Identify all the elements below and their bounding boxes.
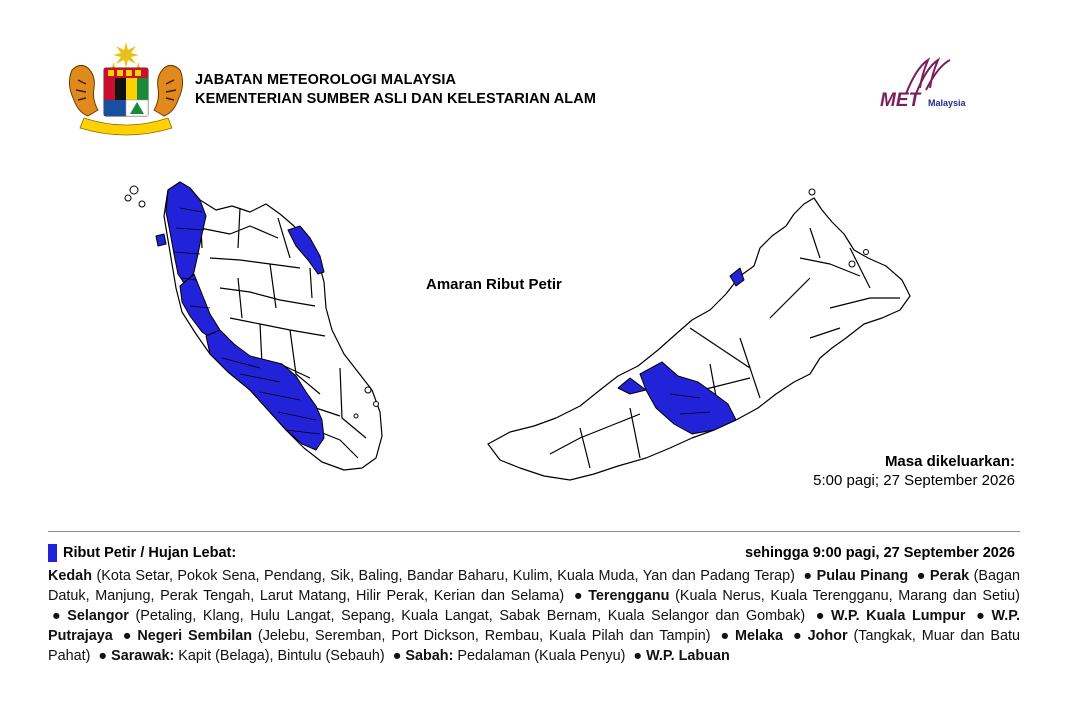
bullet-separator: ●	[815, 608, 828, 624]
organisation-name	[195, 71, 596, 109]
org-line-2: KEMENTERIAN SUMBER ASLI DAN KELESTARIAN ALAM	[195, 91, 596, 107]
map-title: Amaran Ribut Petir	[426, 276, 562, 293]
bullet-separator: ●	[122, 628, 134, 644]
bullet-separator: ●	[633, 648, 643, 664]
area-state: Johor	[807, 628, 848, 644]
bullet-separator: ●	[720, 628, 732, 644]
affected-areas	[48, 566, 1020, 666]
issued-label: Masa dikeluarkan:	[884, 453, 1015, 470]
area-state: Negeri Sembilan	[137, 628, 253, 644]
area-state: Pulau Pinang	[816, 568, 909, 584]
issued-value: 5:00 pagi; 27 September 2026	[813, 472, 1015, 489]
legend-label: Ribut Petir / Hujan Lebat:	[63, 545, 237, 561]
met-malaysia-logo	[872, 54, 994, 112]
area-state: Perak	[929, 568, 970, 584]
area-state: W.P. Putrajaya	[48, 608, 1020, 644]
area-districts: (Jelebu, Seremban, Port Dickson, Rembau, Kuala Pilah dan Tampin)	[252, 628, 711, 644]
area-state: W.P. Kuala Lumpur	[831, 608, 966, 624]
bullet-separator: ●	[916, 568, 926, 584]
org-line-1: JABATAN METEOROLOGI MALAYSIA	[195, 72, 457, 88]
malaysia-coat-of-arms-icon	[64, 40, 188, 136]
legend-swatch	[48, 544, 57, 562]
area-state: Sabah:	[405, 648, 454, 664]
area-state: Selangor	[67, 608, 129, 624]
area-districts: (Kota Setar, Pokok Sena, Pendang, Sik, Baling, Bandar Baharu, Kulim, Kuala Muda, Yan dan Padang Terap)	[91, 568, 795, 584]
valid-until: sehingga 9:00 pagi, 27 September 2026	[745, 545, 1015, 561]
malaysia-warning-map	[110, 168, 1030, 498]
bullet-separator: ●	[573, 588, 585, 604]
bullet-separator: ●	[52, 608, 64, 624]
bullet-separator: ●	[98, 648, 108, 664]
borneo-malaysia-outline	[488, 198, 910, 480]
warning-area-penang	[156, 234, 166, 246]
area-districts: Pedalaman (Kuala Penyu)	[453, 648, 626, 664]
area-state: Sarawak:	[111, 648, 175, 664]
bullet-separator: ●	[976, 608, 988, 624]
area-districts: (Tangkak, Muar dan Batu Pahat)	[48, 628, 1020, 664]
bullet-separator: ●	[392, 648, 402, 664]
met-logo-subtext: Malaysia	[928, 98, 966, 108]
met-logo-text: MET	[880, 90, 921, 111]
area-districts: Kapit (Belaga), Bintulu (Sebauh)	[174, 648, 385, 664]
area-districts: (Kuala Nerus, Kuala Terengganu, Marang dan Setiu)	[669, 588, 1020, 604]
area-state: W.P. Labuan	[646, 648, 730, 664]
area-state: Kedah	[48, 568, 92, 584]
area-state: Melaka	[735, 628, 784, 644]
area-state: Terengganu	[588, 588, 670, 604]
bullet-separator: ●	[803, 568, 813, 584]
area-districts: (Petaling, Klang, Hulu Langat, Sepang, Kuala Langat, Sabak Bernam, Kuala Selangor dan Gombak)	[128, 608, 806, 624]
issued-time	[813, 452, 1015, 490]
bullet-separator: ●	[792, 628, 804, 644]
divider	[48, 531, 1020, 532]
area-districts: (Bagan Datuk, Manjung, Perak Tengah, Larut Matang, Hilir Perak, Kerian dan Selama)	[48, 568, 1021, 604]
